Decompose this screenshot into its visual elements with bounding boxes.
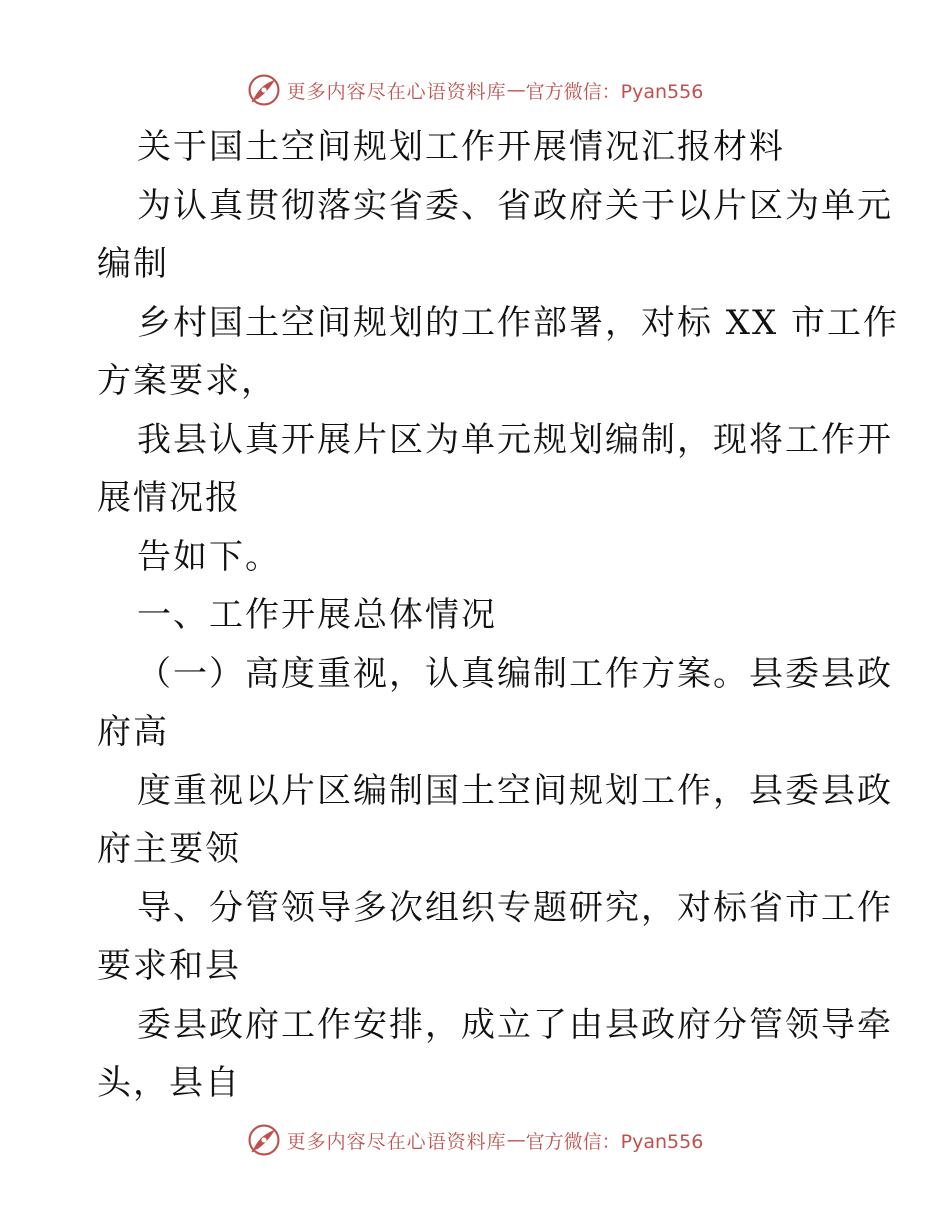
document-body: [97, 118, 900, 1113]
paragraph-line: 展情况报: [97, 478, 241, 518]
paragraph-line: 我县认真开展片区为单元规划编制，现将工作开: [137, 419, 893, 460]
paragraph-line: 度重视以片区编制国土空间规划工作，县委县政: [137, 770, 893, 811]
paragraph-line: 府主要领: [97, 829, 241, 869]
paragraph-line: 乡村国土空间规划的工作部署，对标 XX 市工作: [137, 302, 900, 343]
paragraph-line: 府高: [97, 712, 169, 752]
paragraph-line: 告如下。: [137, 536, 281, 577]
paragraph-line: 头，县自: [97, 1063, 241, 1103]
watermark-brand-text: 更多内容尽在心语资料库: [286, 1130, 507, 1153]
watermark-wechat-text: 官方微信：Pyan556: [525, 1130, 704, 1153]
footer-watermark: [0, 1120, 950, 1160]
paragraph-line: 编制: [97, 244, 169, 284]
paragraph-line: （一）高度重视，认真编制工作方案。县委县政: [137, 653, 893, 694]
document-title: 关于国土空间规划工作开展情况汇报材料: [137, 127, 785, 167]
watermark-dash: —: [506, 79, 526, 101]
header-watermark: [0, 70, 950, 110]
paragraph-line: 委县政府工作安排，成立了由县政府分管领导牵: [137, 1004, 893, 1045]
watermark-brand-text: 更多内容尽在心语资料库: [286, 80, 507, 103]
watermark-dash: —: [506, 1129, 526, 1151]
paragraph-line: 要求和县: [97, 946, 241, 986]
pen-logo-icon: [247, 73, 281, 107]
watermark-wechat-text: 官方微信：Pyan556: [525, 80, 704, 103]
paragraph-line: 导、分管领导多次组织专题研究，对标省市工作: [137, 887, 893, 928]
section-heading: 一、工作开展总体情况: [137, 595, 497, 635]
pen-logo-icon: [247, 1123, 281, 1157]
paragraph-line: 方案要求，: [97, 361, 277, 401]
paragraph-line: 为认真贯彻落实省委、省政府关于以片区为单元: [137, 185, 893, 226]
